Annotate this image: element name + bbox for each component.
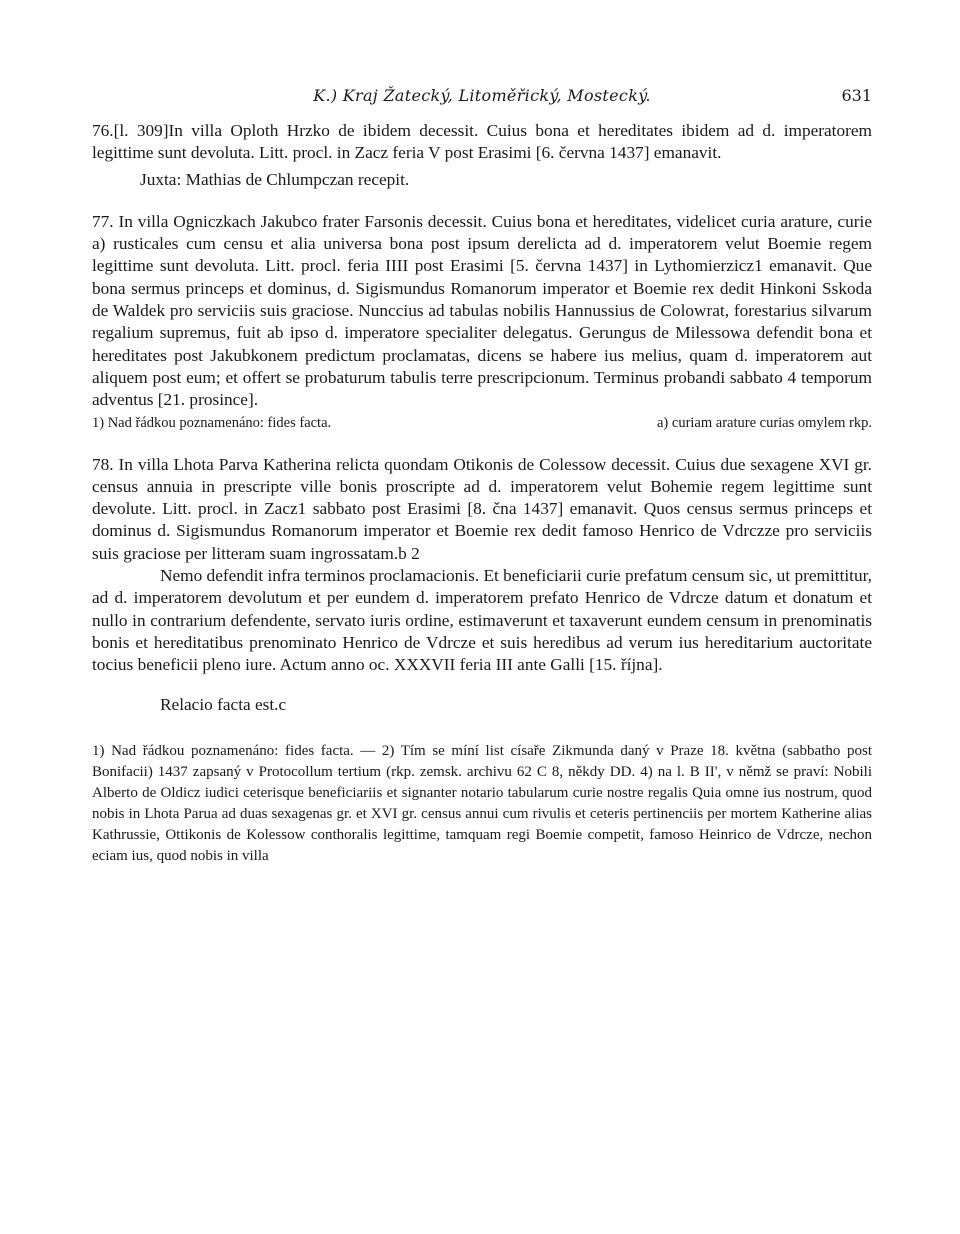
entry-78-continuation: Nemo defendit infra terminos proclamacionis. Et beneficiarii curie prefatum censum sic, ut premittitur, ad d. imperatorem devolutum et per eundem d. imperatorem prefato Henrico de Vdrcze datum et donatum et nullo in contrarium defendente, servato iuris ordine, estimaverunt et taxaverunt eundem censum in prenominatis bonis et hereditatibus prenominato Henrico de Vdrcze et suis heredibus ad verum ius hereditarium auctoritate tocius beneficii pleno iure. Actum anno oc. XXXVII feria III ante Galli [15. října]. xyxy=(92,566,872,675)
running-header xyxy=(92,86,872,112)
entry-76-juxta: Juxta: Mathias de Chlumpczan recepit. xyxy=(140,169,410,189)
entry-77: 77. In villa Ogniczkach Jakubco frater Farsonis decessit. Cuius bona et hereditates, videlicet curia arature, curie a) rusticales cum censu et alia universa bona post ipsum derelicta ad d. imperatorem velut Boemie regem legittime sunt devoluta. Litt. procl. feria IIII post Erasimi [5. června 1437] in Lythomierzicz1 emanavit. Que bona sermus princeps et dominus, d. Sigismundus Romanorum imperator et Boemie rex dedit Hinkoni Sskoda de Waldek pro serviciis suis graciose. Nunccius ad tabulas nobilis Hannussius de Colowrat, forestarius silvarum regalium supremus, fuit ab ipso d. imperatore specialiter delegatus. Gerungus de Milessowa defendit bona et hereditates post Jakubkonem predictum proclamatas, dicens se habere ius melius, quam d. imperatorem aut aliquem post eum; et offert se probaturum tabulis terre prescripcionum. Terminus probandi sabbato 4 temporum adventus [21. prosince]. xyxy=(92,211,872,410)
footnotes-block: 1) Nad řádkou poznamenáno: fides facta. — 2) Tím se míní list císaře Zikmunda daný v Praze 18. května (sabbatho post Bonifacii) 1437 zapsaný v Protocollum tertium (rkp. zemsk. archivu 62 C 8, někdy DD. 4) na l. B II', v němž se praví: Nobili Alberto de Oldicz iudici ceterisque beneficiariis et signanter notario tabularum curie nostre regalis Quia omne ius nostrum, quod nobis in Lhota Parua ad duas sexagenas gr. et XVI gr. census annui cum rivulis et ceteris pertinenciis per mortem Katherine alias Kathrussie, Ottikonis de Kolessow conthoralis legittime, tamquam regi Boemie competit, famoso Heinrico de Vdrcze, nechon eciam ius, quod nobis in villa xyxy=(92,743,872,865)
page-number: 631 xyxy=(841,86,872,105)
entry-77-footnotes xyxy=(92,412,872,434)
footnote-1: 1) Nad řádkou poznamenáno: fides facta. xyxy=(92,414,332,431)
entry-76: 76.[l. 309]In villa Oploth Hrzko de ibidem decessit. Cuius bona et hereditates ibidem ad d. imperatorem legittime sunt devoluta. Litt. procl. in Zacz feria V post Erasimi [6. června 1437] emanavit. xyxy=(92,121,872,163)
document-page xyxy=(92,86,872,867)
running-title: K.) Kraj Žatecký, Litoměřický, Mostecký. xyxy=(313,86,651,105)
entry-78: 78. In villa Lhota Parva Katherina relicta quondam Otikonis de Colessow decessit. Cuius due sexagene XVI gr. census annuia in prescripte ville bonis proscripte ad d. imperatorem velut Bohemie regem legittime sunt devolute. Litt. procl. in Zacz1 sabbato post Erasimi [8. čna 1437] emanavit. Quos census sermus princeps et dominus d. Sigismundus Romanorum imperator et Boemie rex dedit famoso Henrico de Vdrczze pro serviciis suis graciose per litteram suam ingrossatam.b 2 xyxy=(92,454,872,563)
relatio-line: Relacio facta est.c xyxy=(160,694,287,714)
footnote-a: a) curiam arature curias omylem rkp. xyxy=(657,414,872,431)
